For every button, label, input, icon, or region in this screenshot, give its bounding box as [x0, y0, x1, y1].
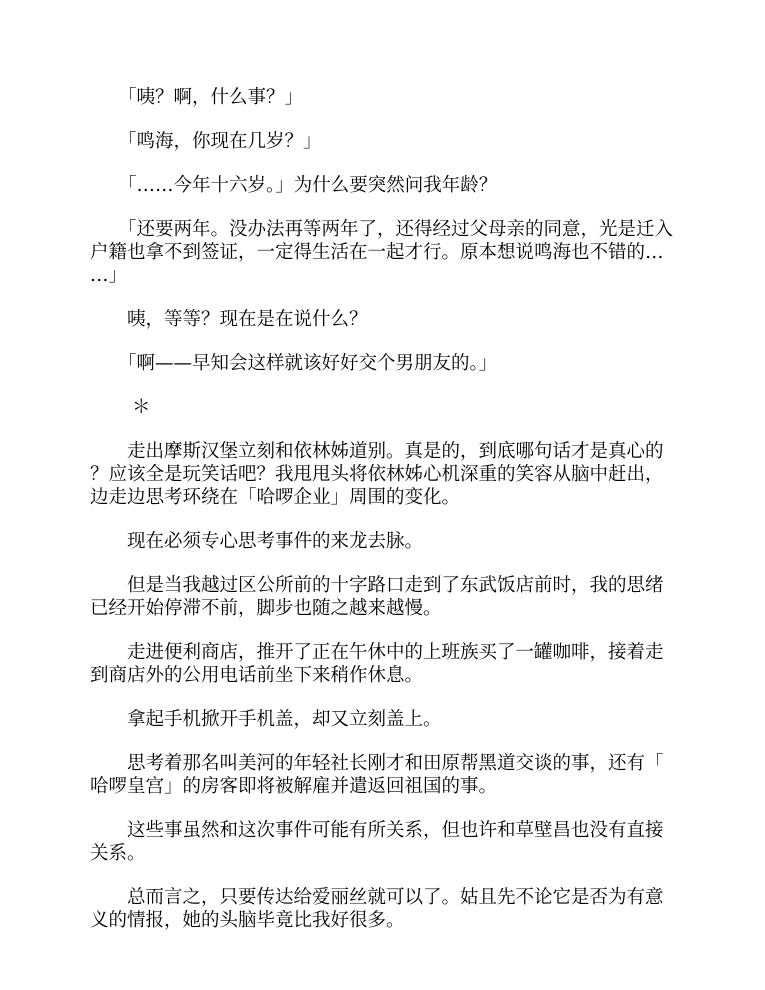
section-break-asterisk: ＊: [132, 397, 151, 418]
paragraph-8: 现在必须专心思考事件的来龙去脉。: [127, 531, 424, 552]
paragraph-4: 「还要两年。没办法再等两年了，还得经过父母亲的同意，光是迁入户籍也拿不到签证，一定得生活在一起才行。原本想说鸣海也不错的……」: [90, 219, 674, 286]
paragraph-2: 「鸣海，你现在几岁？」: [118, 131, 322, 152]
paragraph-11: 拿起手机掀开手机盖，却又立刻盖上。: [127, 709, 442, 730]
paragraph-1: 「咦？啊，什么事？」: [118, 87, 304, 108]
paragraph-13: 这些事虽然和这次事件可能有所关系，但也许和草壁昌也没有直接关系。: [90, 820, 664, 864]
paragraph-10: 走进便利商店，推开了正在午休中的上班族买了一罐咖啡，接着走到商店外的公用电话前坐下来稍作休息。: [90, 642, 664, 686]
paragraph-7: 走出摩斯汉堡立刻和依林姊道别。真是的，到底哪句话才是真心的？应该全是玩笑话吧？我甩甩头将依林姊心机深重的笑容从脑中赶出，边走边思考环绕在「哈啰企业」周围的变化。: [90, 441, 664, 508]
paragraph-9: 但是当我越过区公所前的十字路口走到了东武饭店前时，我的思绪已经开始停滞不前，脚步也随之越来越慢。: [90, 575, 664, 619]
book-page: [90, 86, 675, 953]
paragraph-3: 「……今年十六岁。」为什么要突然问我年龄？: [118, 175, 498, 196]
paragraph-14: 总而言之，只要传达给爱丽丝就可以了。姑且先不论它是否为有意义的情报，她的头脑毕竟比我好很多。: [90, 887, 664, 931]
paragraph-5: 咦，等等？现在是在说什么？: [127, 309, 368, 330]
paragraph-6: 「啊——早知会这样就该好好交个男朋友的。」: [118, 353, 498, 374]
paragraph-12: 思考着那名叫美河的年轻社长刚才和田原帮黑道交谈的事，还有「哈啰皇宫」的房客即将被解雇并遣返回祖国的事。: [90, 753, 664, 797]
